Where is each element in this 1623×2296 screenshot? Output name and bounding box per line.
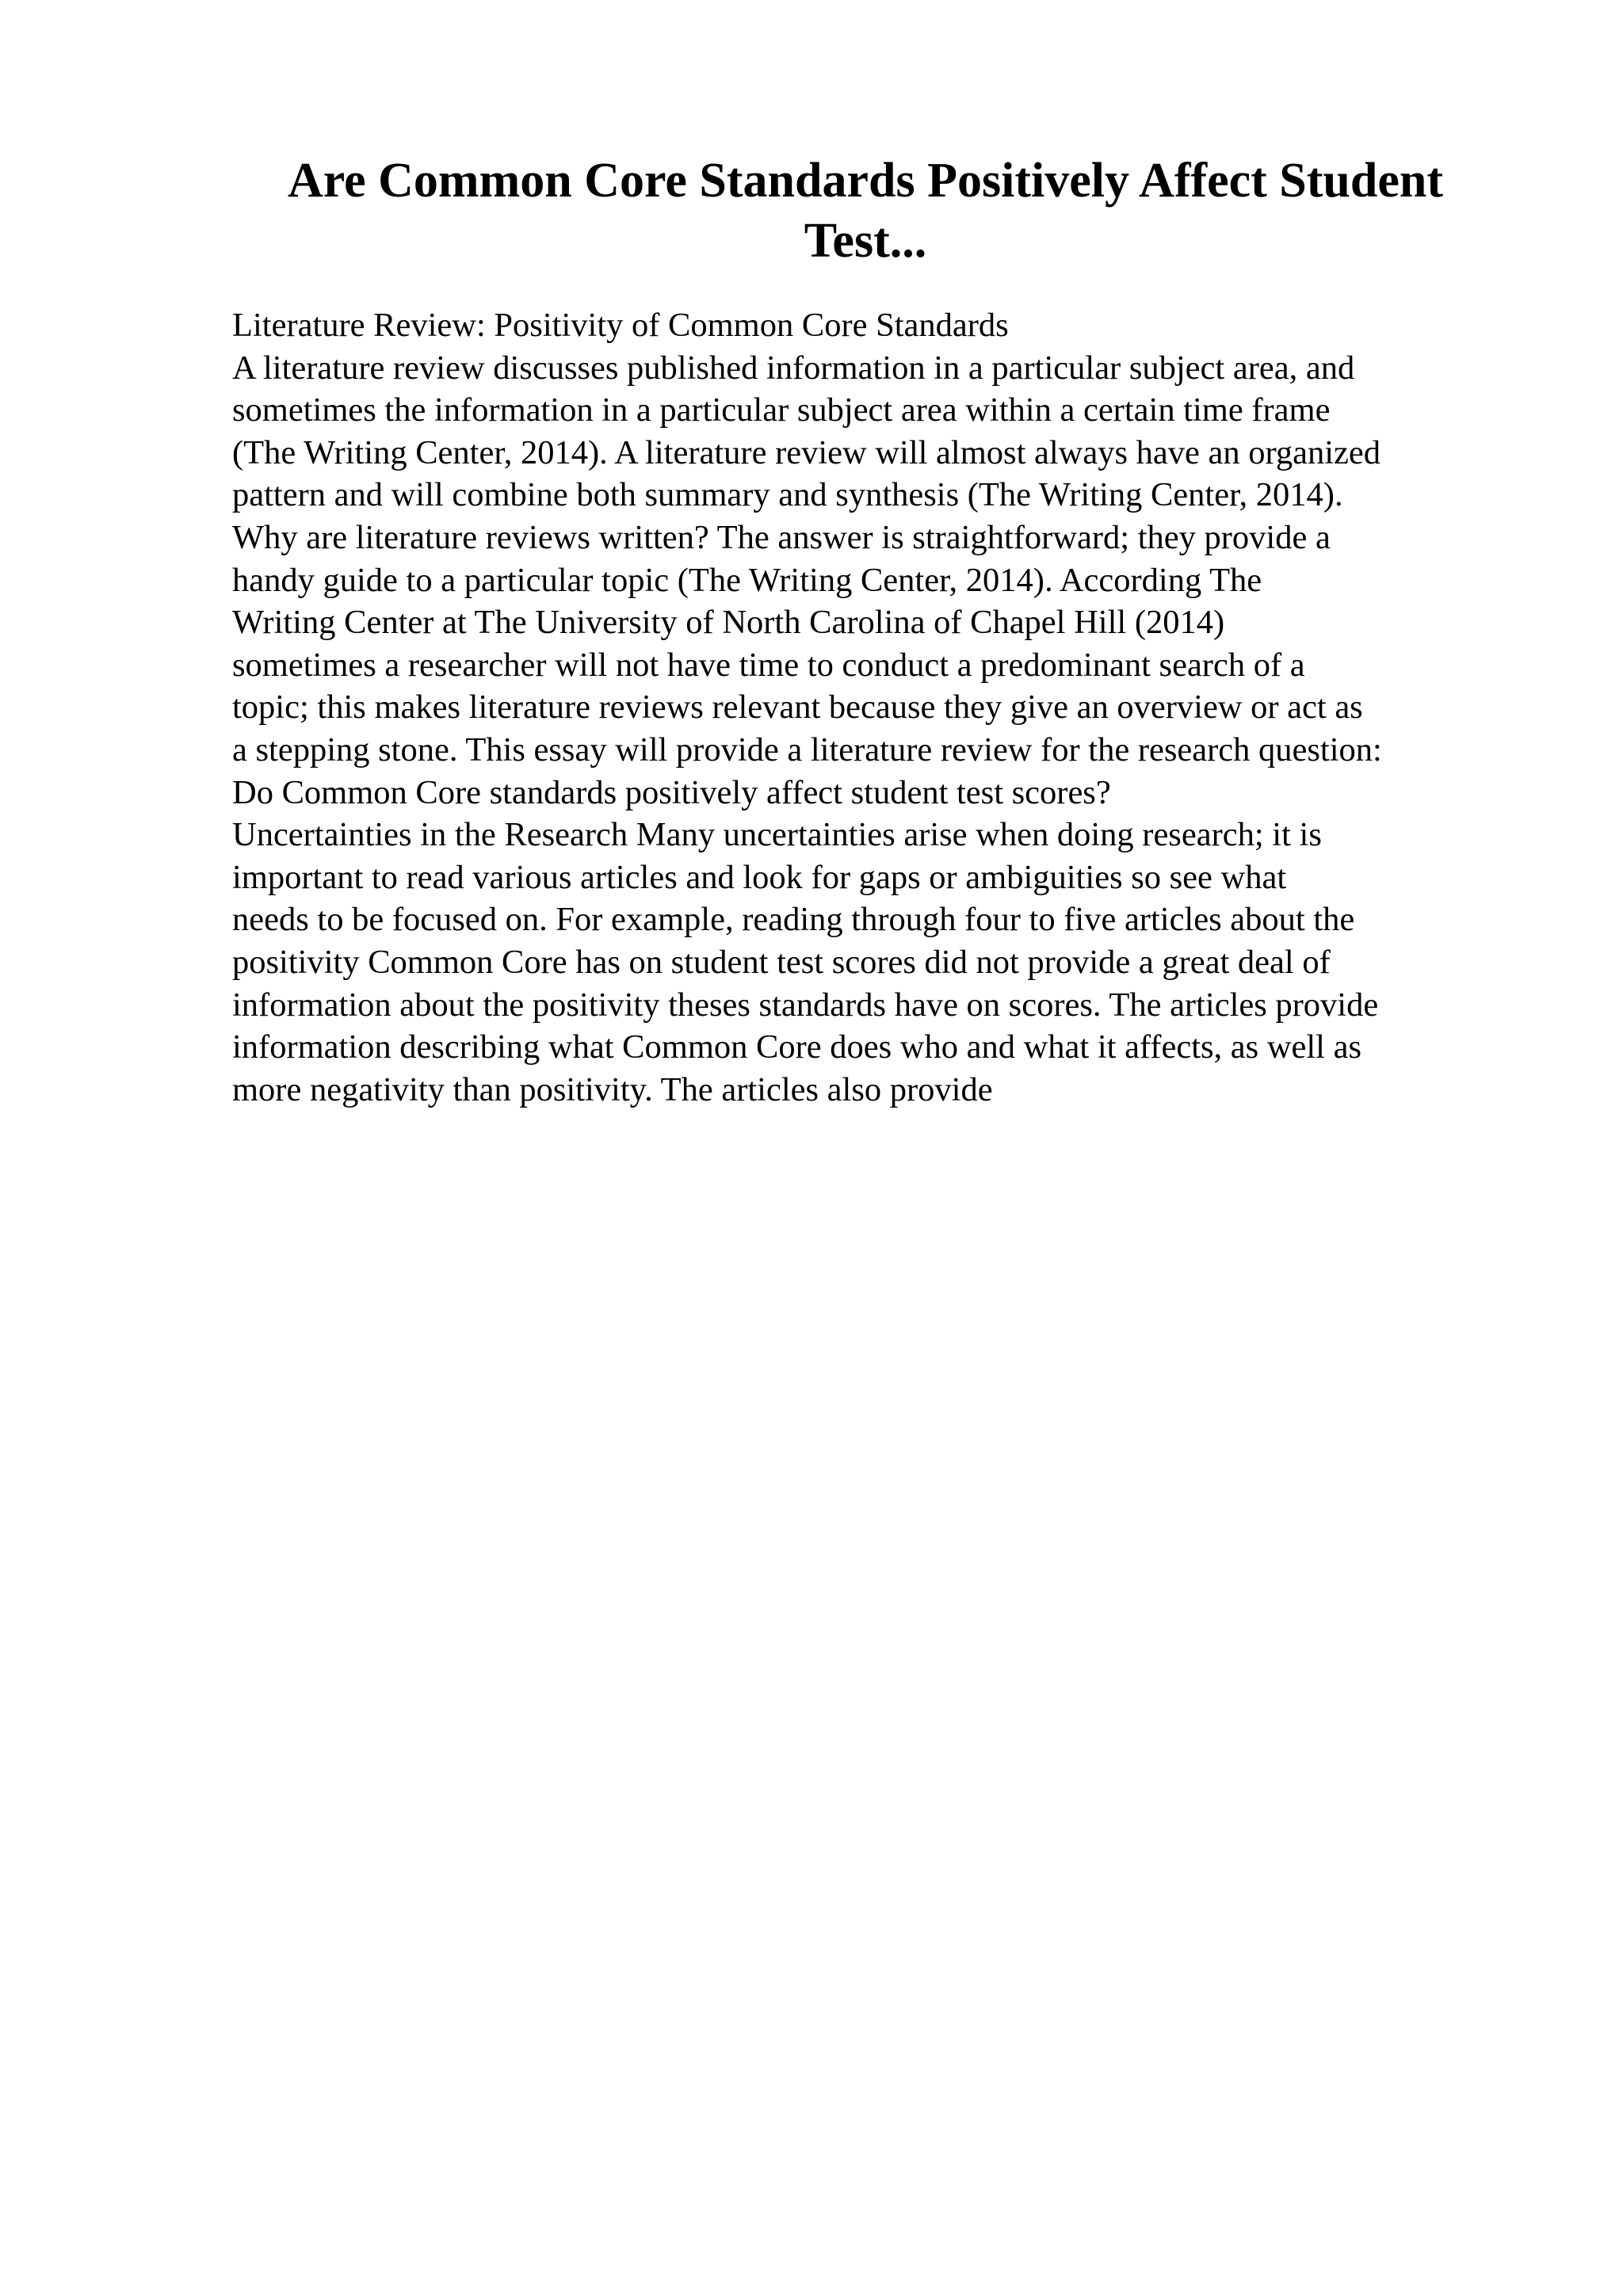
body-line: (The Writing Center, 2014). A literature review will almost always have an organized bbox=[232, 433, 1381, 471]
section-heading-literature-review: Literature Review: Positivity of Common Core Standards bbox=[232, 307, 1009, 344]
body-line: topic; this makes literature reviews relevant because they give an overview or act as bbox=[232, 688, 1363, 727]
body-line: needs to be focused on. For example, reading through four to five articles about the bbox=[232, 901, 1355, 939]
body-line: pattern and will combine both summary and synthesis (The Writing Center, 2014). bbox=[232, 476, 1343, 514]
body-line: information about the positivity theses standards have on scores. The articles provide bbox=[232, 986, 1379, 1024]
body-line: important to read various articles and look for gaps or ambiguities so see what bbox=[232, 858, 1287, 896]
body-line: sometimes a researcher will not have time to conduct a predominant search of a bbox=[232, 646, 1305, 684]
title-line: Test... bbox=[804, 214, 927, 268]
document-title bbox=[230, 151, 1501, 271]
body-line: a stepping stone. This essay will provide a literature review for the research question: bbox=[232, 730, 1382, 769]
body-line: sometimes the information in a particular subject area within a certain time frame bbox=[232, 391, 1331, 429]
body-line: more negativity than positivity. The articles also provide bbox=[232, 1070, 993, 1108]
document-body bbox=[232, 304, 1611, 1111]
body-line: Writing Center at The University of North Carolina of Chapel Hill (2014) bbox=[232, 604, 1225, 642]
body-line: Why are literature reviews written? The answer is straightforward; they provide a bbox=[232, 518, 1331, 556]
body-line: positivity Common Core has on student test scores did not provide a great deal of bbox=[232, 943, 1331, 981]
title-line: Are Common Core Standards Positively Affect Student bbox=[287, 154, 1444, 208]
body-line: Do Common Core standards positively affect student test scores? bbox=[232, 773, 1111, 811]
body-line: A literature review discusses published information in a particular subject area, and bbox=[232, 349, 1355, 387]
body-line-uncertainties: Uncertainties in the Research Many uncertainties arise when doing research; it is bbox=[232, 816, 1322, 854]
body-line: handy guide to a particular topic (The Writing Center, 2014). According The bbox=[232, 561, 1262, 599]
body-line: information describing what Common Core does who and what it affects, as well as bbox=[232, 1028, 1362, 1066]
